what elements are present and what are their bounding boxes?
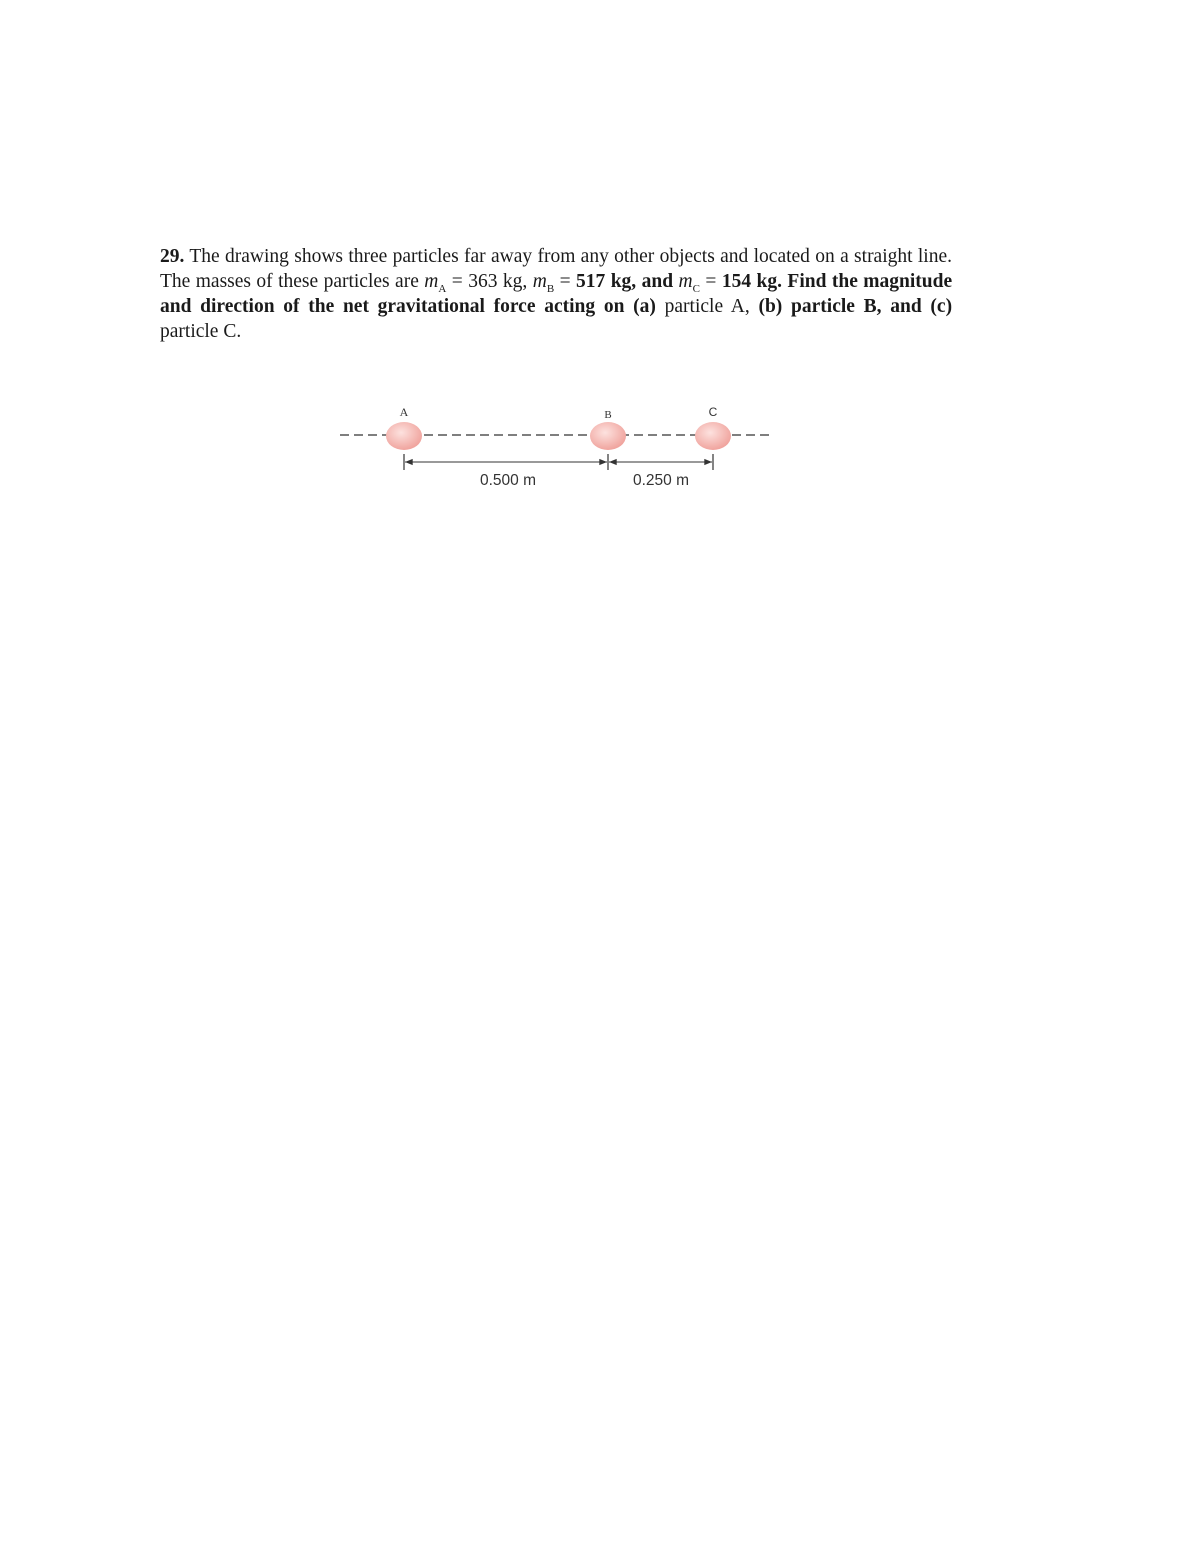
- part-a-label: (a): [633, 296, 656, 317]
- particle-diagram-svg: [330, 398, 780, 498]
- part-c-text: particle C.: [160, 321, 242, 342]
- and-word: and: [641, 271, 674, 292]
- particle-c: [695, 422, 731, 450]
- mass-a-value: 363 kg,: [468, 271, 528, 292]
- equals-sign: =: [705, 271, 717, 292]
- equals-sign: =: [451, 271, 463, 292]
- problem-intro: The drawing shows three particles far away from any other objects and located on a straight line. The masses of these particles are: [160, 246, 952, 292]
- mass-a: $m_A$: [424, 271, 447, 295]
- part-c-label: (c): [930, 296, 953, 317]
- mass-b: $m_B$: [532, 271, 555, 295]
- part-b-label: (b): [758, 296, 783, 317]
- particle-label-a: A: [399, 405, 409, 419]
- equals-sign: =: [559, 271, 571, 292]
- mass-b-value: 517 kg,: [576, 271, 637, 292]
- particle-b: [590, 422, 626, 450]
- mass-c: $m_C$: [678, 271, 700, 295]
- particle-diagram: [330, 398, 780, 498]
- part-b-text: particle B, and: [791, 296, 922, 317]
- distance-label-ab: 0.500 m: [479, 472, 537, 489]
- problem-task: Find the magnitude and direction of the net gravitational force acting on: [160, 271, 953, 317]
- part-a-text: particle A,: [664, 296, 750, 317]
- problem-statement: [160, 244, 952, 344]
- problem-number: 29.: [160, 246, 185, 267]
- mass-c-value: 154 kg.: [721, 271, 782, 292]
- particle-label-c: C: [708, 405, 718, 419]
- particle-label-b: B: [604, 409, 612, 421]
- particle-a: [386, 422, 422, 450]
- distance-label-bc: 0.250 m: [632, 472, 690, 489]
